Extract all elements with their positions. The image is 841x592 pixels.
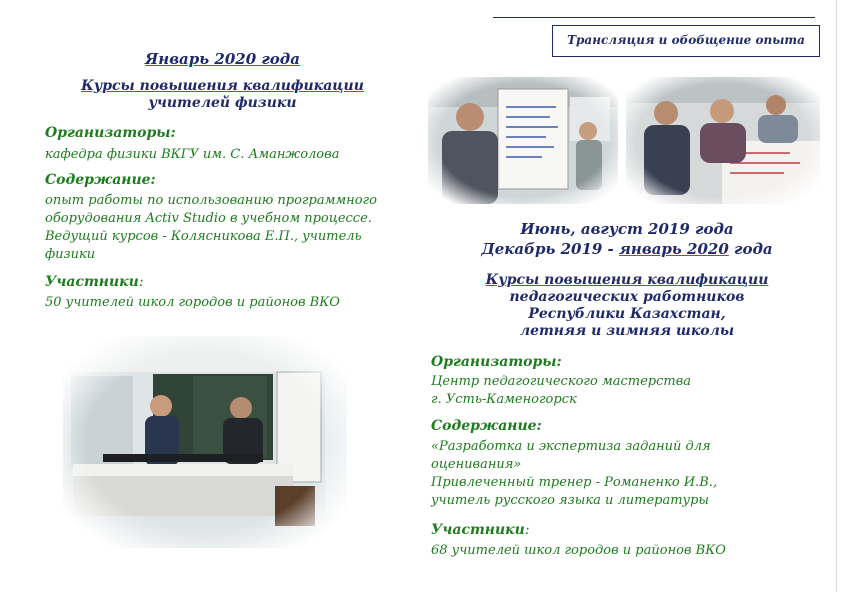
page-edge [836, 0, 837, 592]
left-course-title: Курсы повышения квалификации учителей физики [81, 78, 364, 111]
right-date-heading: Июнь, август 2019 года Декабрь 2019 - январь 2020 года [481, 220, 773, 258]
flipchart-presentation-photo [428, 77, 618, 204]
left-date-heading: Январь 2020 года [145, 50, 300, 68]
right-participants-text: 68 учителей школ городов и районов ВКО [431, 543, 726, 558]
right-organizers-label: Организаторы: [431, 354, 562, 370]
section-banner: Трансляция и обобщение опыта [552, 25, 820, 57]
left-content-label: Содержание: [45, 172, 156, 188]
classroom-physics-lab-photo [63, 336, 347, 548]
group-work-photo [626, 77, 820, 204]
right-participants-label: Участники: [431, 522, 530, 538]
left-organizers-label: Организаторы: [45, 125, 176, 141]
right-course-title: Курсы повышения квалификации педагогических работников Республики Казахстан, летняя и зимняя школы [485, 272, 769, 339]
left-content-text: опыт работы по использованию программного оборудования Activ Studio в учебном процессе. Ведущий курсов - Колясникова Е.П., учитель физики [45, 193, 377, 262]
left-participants-label: Участники: [45, 274, 144, 290]
left-participants-text: 50 учителей школ городов и районов ВКО [45, 295, 340, 310]
right-organizers-text: Центр педагогического мастерства г. Усть-Каменогорск [431, 374, 692, 407]
right-content-label: Содержание: [431, 418, 542, 434]
right-content-text: «Разработка и экспертиза заданий для оценивания» Привлеченный тренер - Романенко И.В., учитель русского языка и литературы [431, 439, 718, 508]
top-divider [493, 17, 815, 18]
left-organizers-text: кафедра физики ВКГУ им. С. Аманжолова [45, 147, 340, 162]
